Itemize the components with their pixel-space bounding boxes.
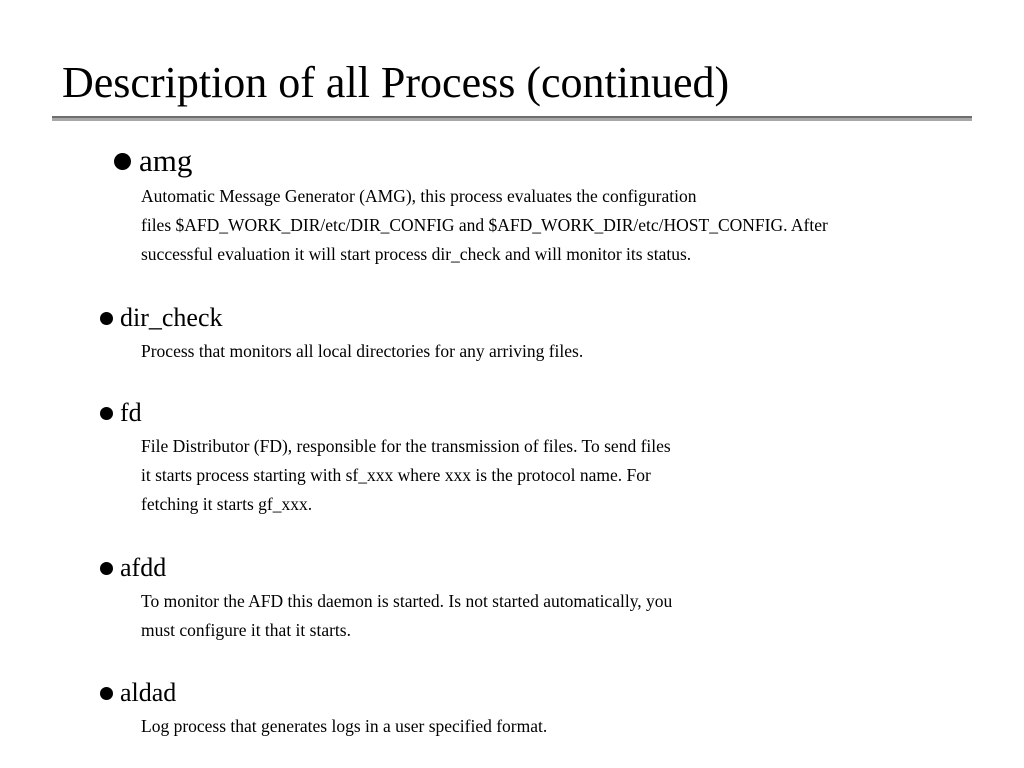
process-heading <box>100 554 166 582</box>
bullet-icon <box>114 153 131 170</box>
description-line: files $AFD_WORK_DIR/etc/DIR_CONFIG and $AFD_WORK_DIR/etc/HOST_CONFIG. After <box>141 215 828 235</box>
process-description <box>141 432 671 519</box>
process-description <box>141 587 672 645</box>
process-heading <box>100 304 223 332</box>
process-description <box>141 182 828 269</box>
process-heading <box>114 145 192 177</box>
bullet-icon <box>100 312 113 325</box>
process-name: dir_check <box>120 303 223 332</box>
description-line: it starts process starting with sf_xxx where xxx is the protocol name. For <box>141 465 651 485</box>
process-description <box>141 712 547 741</box>
description-line: Log process that generates logs in a user specified format. <box>141 716 548 736</box>
bullet-icon <box>100 687 113 700</box>
page-title: Description of all Process (continued) <box>62 58 730 107</box>
bullet-icon <box>100 407 113 420</box>
description-line: Automatic Message Generator (AMG), this process evaluates the configuration <box>141 186 697 206</box>
bullet-icon <box>100 562 113 575</box>
description-line: Process that monitors all local directories for any arriving files. <box>141 341 584 361</box>
process-description <box>141 337 583 366</box>
process-name: afdd <box>120 553 167 582</box>
description-line: File Distributor (FD), responsible for the transmission of files. To send files <box>141 436 671 456</box>
process-name: amg <box>139 143 193 178</box>
description-line: must configure it that it starts. <box>141 620 351 640</box>
description-line: fetching it starts gf_xxx. <box>141 494 313 514</box>
title-divider <box>52 116 972 121</box>
process-name: aldad <box>120 678 177 707</box>
process-heading <box>100 399 142 427</box>
description-line: To monitor the AFD this daemon is started. Is not started automatically, you <box>141 591 673 611</box>
description-line: successful evaluation it will start process dir_check and will monitor its status. <box>141 244 692 264</box>
process-heading <box>100 679 176 707</box>
process-name: fd <box>120 398 142 427</box>
